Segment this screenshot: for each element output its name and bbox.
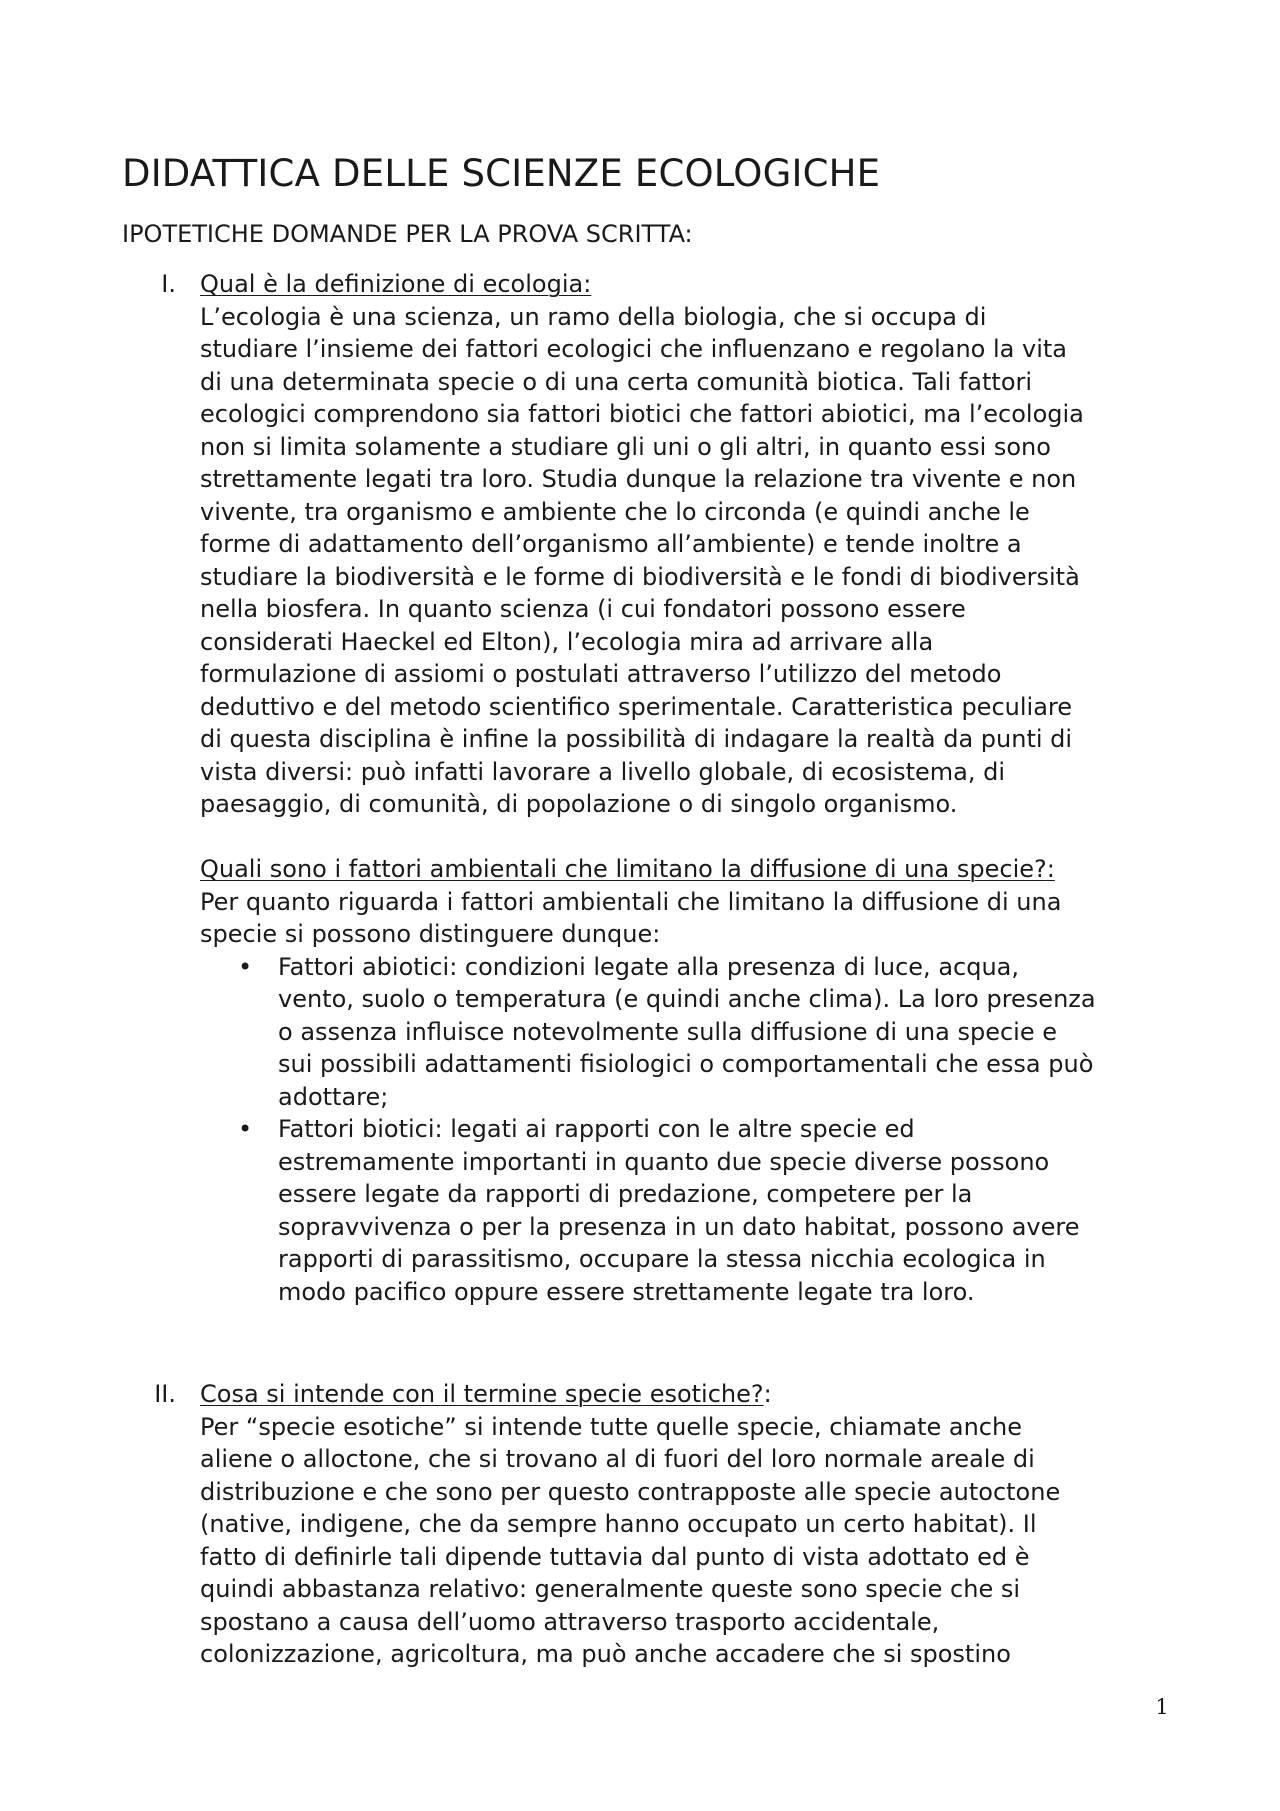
section-1-sub-question-suffix: : (1046, 855, 1055, 883)
bullet-line: essere legate da rapporti di predazione, competere per la (278, 1180, 973, 1208)
section-2-question: Cosa si intende con il termine specie esotiche? (200, 1380, 764, 1408)
answer-line: vista diversi: può infatti lavorare a livello globale, di ecosistema, di (200, 757, 1006, 786)
bullet-line: modo pacifico oppure essere strettamente legate tra loro. (278, 1277, 975, 1306)
answer-line: spostano a causa dell’uomo attraverso trasporto accidentale, (200, 1607, 940, 1636)
answer-line: di una determinata specie o di una certa comunità biotica. Tali fattori (200, 367, 1033, 396)
answer-line: (native, indigene, che da sempre hanno occupato un certo habitat). Il (200, 1510, 1037, 1538)
answer-line: aliene o alloctone, che si trovano al di fuori del loro normale areale di (200, 1445, 1035, 1473)
section-1-question-line (200, 268, 1180, 301)
bullet-line: adottare; (278, 1082, 389, 1111)
bullet-icon: • (238, 952, 253, 981)
answer-line: vivente, tra organismo e ambiente che lo circonda (e quindi anche le (200, 497, 1030, 526)
section-1-sub-question: Quali sono i fattori ambientali che limitano la diffusione di una specie? (200, 855, 1047, 883)
bullet-line: rapporti di parassitismo, occupare la stessa nicchia ecologica in (278, 1245, 1046, 1273)
answer-line: quindi abbastanza relativo: generalmente queste sono specie che si (200, 1575, 1021, 1603)
answer-line: studiare l’insieme dei fattori ecologici che influenzano e regolano la vita (200, 335, 1067, 363)
answer-line: studiare la biodiversità e le forme di biodiversità e le fondi di biodiversità (200, 562, 1080, 591)
answer-line: non si limita solamente a studiare gli uni o gli altri, in quanto essi sono (200, 432, 1051, 461)
bullet-line: estremamente importanti in quanto due specie diverse possono (278, 1147, 1050, 1176)
bullet-line: sui possibili adattamenti fisiologici o comportamentali che essa può (278, 1050, 1094, 1078)
list-item (200, 1113, 1180, 1308)
section-2-numeral: II. (154, 1380, 176, 1408)
answer-line: fatto di definirle tali dipende tuttavia dal punto di vista adottato ed è (200, 1542, 1030, 1571)
document-title: DIDATTICA DELLE SCIENZE ECOLOGICHE (122, 152, 881, 195)
section-1 (161, 268, 1180, 1308)
section-2-question-suffix: : (763, 1380, 772, 1408)
section-2-answer (200, 1411, 1180, 1671)
bullet-icon: • (238, 1115, 253, 1143)
answer-line: Per “specie esotiche” si intende tutte quelle specie, chiamate anche (200, 1412, 1022, 1441)
section-1-sub-question-line (200, 853, 1180, 886)
answer-line: colonizzazione, agricoltura, ma può anche accadere che si spostino (200, 1640, 1011, 1668)
document-subtitle: IPOTETICHE DOMANDE PER LA PROVA SCRITTA: (122, 220, 693, 248)
factors-list (200, 951, 1180, 1309)
section-2 (154, 1378, 1180, 1671)
answer-line: strettamente legati tra loro. Studia dunque la relazione tra vivente e non (200, 465, 1077, 493)
paragraph-gap (200, 821, 1180, 854)
answer-line: nella biosfera. In quanto scienza (i cui fondatori possono essere (200, 595, 966, 623)
answer-line: forme di adattamento dell’organismo all’ambiente) e tende inoltre a (200, 530, 1022, 558)
answer-line: ecologici comprendono sia fattori biotici che fattori abiotici, ma l’ecologia (200, 400, 1084, 428)
list-item (200, 951, 1180, 1114)
answer-line: formulazione di assiomi o postulati attraverso l’utilizzo del metodo (200, 660, 1002, 688)
bullet-line: vento, suolo o temperatura (e quindi anche clima). La loro presenza (278, 985, 1096, 1013)
bullet-line: sopravvivenza o per la presenza in un dato habitat, possono avere (278, 1212, 1080, 1241)
section-1-question: Qual è la definizione di ecologia: (200, 270, 592, 298)
bullet-line: Fattori biotici: legati ai rapporti con le altre specie ed (278, 1115, 915, 1143)
answer-line: specie si possono distinguere dunque: (200, 920, 661, 948)
answer-line: Per quanto riguarda i fattori ambientali che limitano la diffusione di una (200, 887, 1062, 916)
answer-line: deduttivo e del metodo scientifico sperimentale. Caratteristica peculiare (200, 692, 1073, 721)
page-number: 1 (1155, 1695, 1169, 1719)
bullet-line: Fattori abiotici: condizioni legate alla presenza di luce, acqua, (278, 952, 1019, 981)
section-1-numeral: I. (161, 270, 176, 298)
answer-line: considerati Haeckel ed Elton), l’ecologia mira ad arrivare alla (200, 627, 934, 656)
answer-line: distribuzione e che sono per questo contrapposte alle specie autoctone (200, 1477, 1061, 1506)
section-2-question-line (200, 1378, 1180, 1411)
answer-line: L’ecologia è una scienza, un ramo della biologia, che si occupa di (200, 302, 987, 331)
section-1-sub-answer (200, 886, 1180, 951)
section-1-answer (200, 301, 1180, 821)
answer-line: paesaggio, di comunità, di popolazione o di singolo organismo. (200, 790, 958, 818)
answer-line: di questa disciplina è infine la possibilità di indagare la realtà da punti di (200, 725, 1073, 753)
bullet-line: o assenza influisce notevolmente sulla diffusione di una specie e (278, 1017, 1058, 1046)
